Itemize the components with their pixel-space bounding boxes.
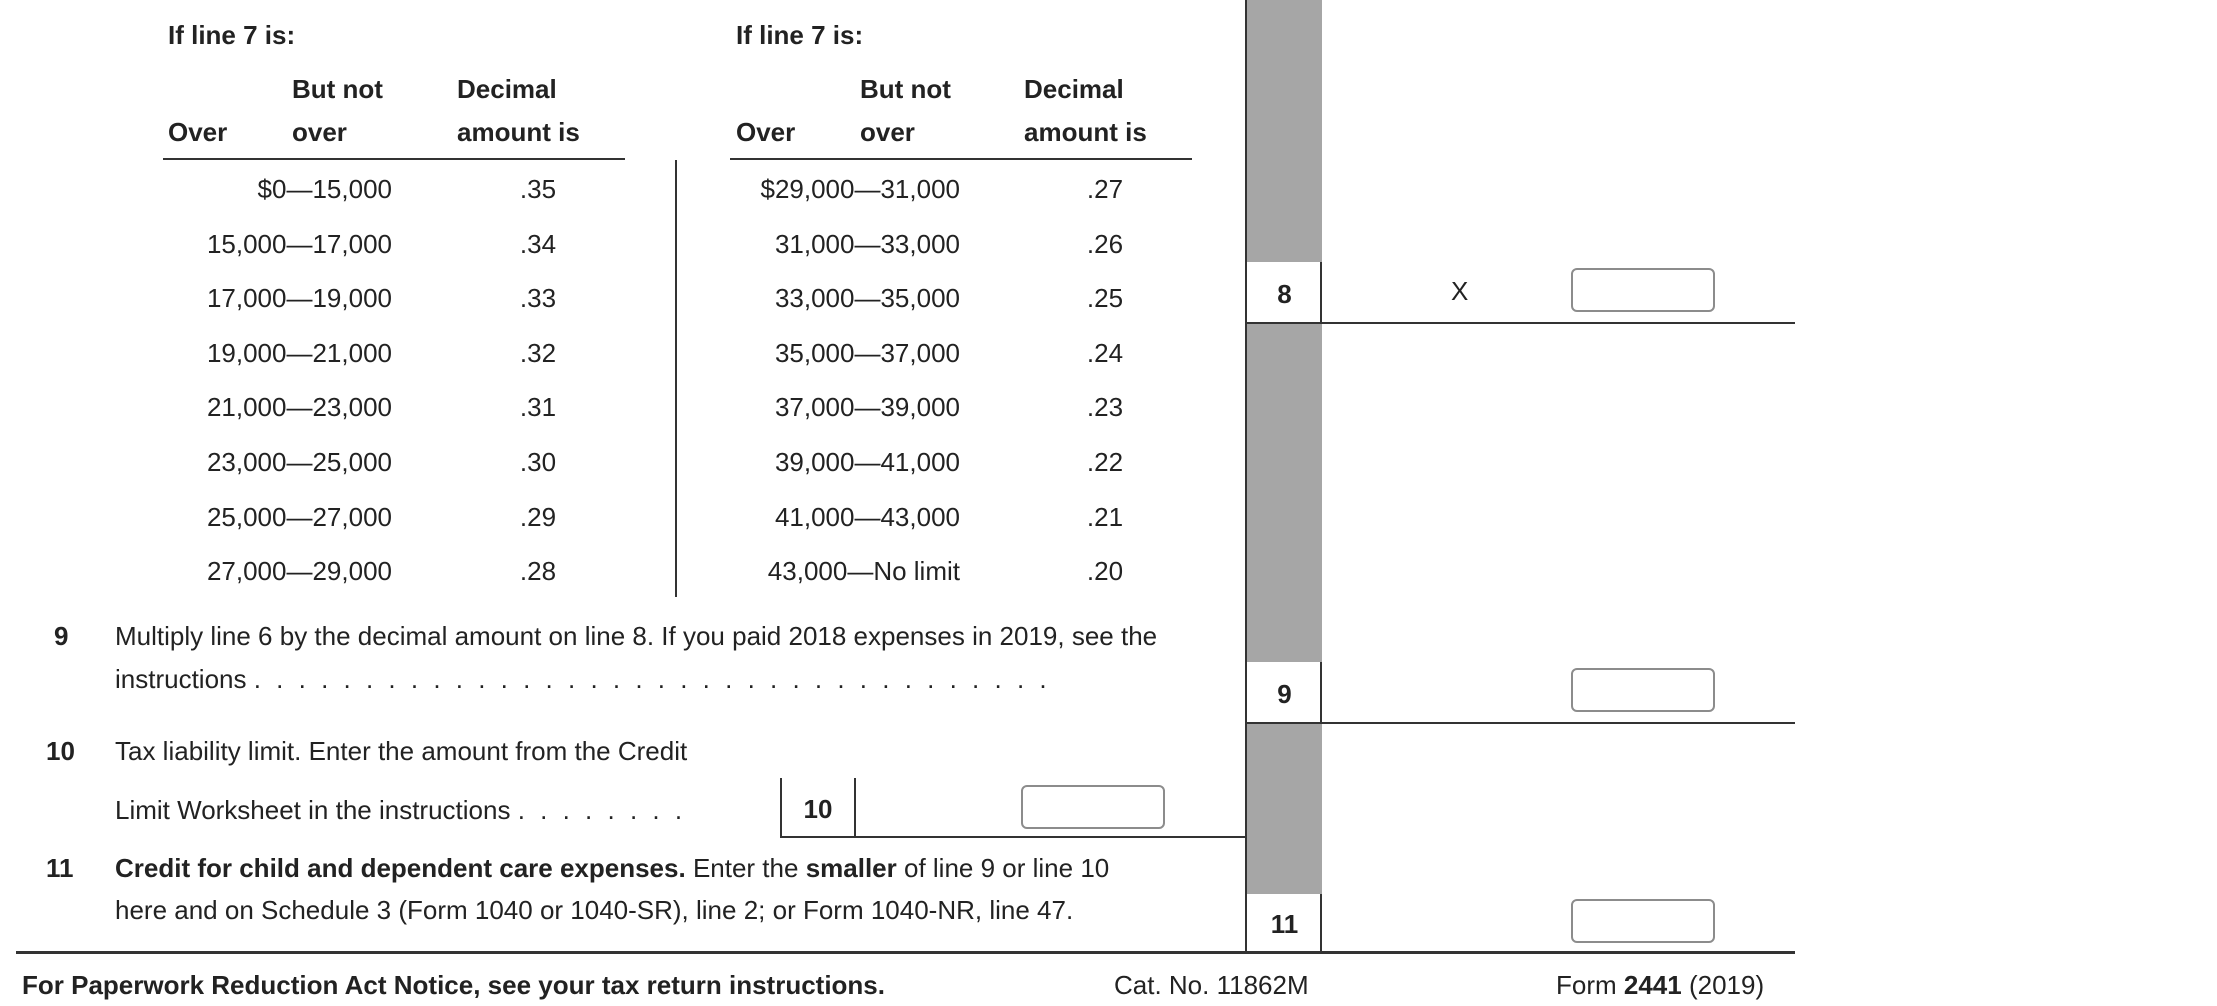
left-header-rule — [163, 158, 625, 160]
line9-leader-dots: . . . . . . . . . . . . . . . . . . . . . . . . . . . . . . . . . . . . — [253, 664, 1051, 694]
right-table-heading: If line 7 is: — [736, 20, 864, 50]
shaded-gutter-mid — [1247, 324, 1322, 662]
line8-rule — [1247, 322, 1795, 324]
line11-label: 11 — [46, 853, 74, 883]
gutter-left-rule — [1245, 0, 1247, 952]
right-row-range: $29,000—31,000 — [760, 174, 960, 204]
right-col-decimal: Decimal — [1024, 74, 1124, 104]
footer-rule — [16, 951, 1795, 954]
line8-number: 8 — [1277, 279, 1292, 309]
right-row-range: 35,000—37,000 — [774, 337, 960, 368]
left-row-range: 15,000—17,000 — [206, 228, 392, 259]
line10-box-right-rule — [854, 778, 856, 838]
left-row-decimal: .31 — [519, 392, 557, 423]
right-row-decimal: .21 — [1086, 501, 1124, 532]
line9-instructions: instructions — [115, 664, 247, 694]
right-row-decimal: .22 — [1086, 447, 1124, 477]
line10-entry-field[interactable] — [1021, 785, 1165, 829]
left-row-range: 25,000—27,000 — [206, 501, 392, 532]
right-row-decimal: .27 — [1086, 174, 1124, 204]
left-row-decimal: .33 — [519, 283, 557, 314]
line9-label: 9 — [54, 621, 69, 651]
right-col-decimal-2: amount is — [1024, 117, 1147, 147]
left-row-range: 17,000—19,000 — [206, 283, 392, 314]
line9-entry-field[interactable] — [1571, 668, 1715, 712]
line10-leader-dots: . . . . . . . . — [517, 795, 687, 825]
line11-text-2: here and on Schedule 3 (Form 1040 or 1040-SR), line 2; or Form 1040-NR, line 47. — [115, 895, 1074, 925]
right-row-decimal: .25 — [1086, 283, 1124, 314]
right-row-decimal: .23 — [1086, 392, 1124, 423]
footer-form-year: (2019) — [1681, 970, 1765, 1000]
left-row-decimal: .30 — [519, 447, 557, 477]
line10-number: 10 — [803, 794, 833, 824]
left-row-decimal: .34 — [519, 228, 557, 259]
right-col-butnot-2: over — [860, 117, 915, 147]
left-row-decimal: .28 — [519, 556, 557, 587]
left-table-heading: If line 7 is: — [168, 20, 296, 50]
line10-worksheet-text: Limit Worksheet in the instructions — [115, 795, 511, 825]
line9-text-2 — [115, 666, 1051, 692]
line9-text: Multiply line 6 by the decimal amount on line 8. If you paid 2018 expenses in 2019, see the — [115, 621, 1158, 651]
line10-rule — [782, 836, 1247, 838]
left-row-range: 21,000—23,000 — [206, 392, 392, 423]
left-col-decimal-2: amount is — [457, 117, 580, 147]
left-row-decimal: .35 — [519, 174, 557, 204]
line10-text: Tax liability limit. Enter the amount from the Credit — [115, 736, 688, 766]
right-row-decimal: .20 — [1086, 556, 1124, 587]
line11-number: 11 — [1270, 909, 1299, 939]
left-row-decimal: .32 — [519, 337, 557, 368]
line11-bold-lead: Credit for child and dependent care expenses. — [115, 853, 686, 883]
right-row-range: 39,000—41,000 — [774, 447, 960, 477]
right-row-range: 33,000—35,000 — [774, 283, 960, 314]
shaded-gutter-top — [1247, 0, 1322, 262]
right-row-range: 37,000—39,000 — [774, 392, 960, 423]
line11-text-b: of line 9 or line 10 — [896, 853, 1110, 883]
right-row-decimal: .26 — [1086, 228, 1124, 259]
table-center-divider — [675, 160, 677, 597]
left-col-butnot: But not — [292, 74, 383, 104]
line11-smaller: smaller — [805, 853, 897, 883]
right-col-butnot: But not — [860, 74, 951, 104]
line11-text — [115, 855, 1109, 881]
right-header-rule — [730, 158, 1192, 160]
left-col-decimal: Decimal — [457, 74, 557, 104]
right-row-decimal: .24 — [1086, 337, 1124, 368]
right-row-range: 41,000—43,000 — [774, 501, 960, 532]
left-row-decimal: .29 — [519, 501, 557, 532]
footer-form-number: 2441 — [1623, 970, 1682, 1000]
line8-multiply-sign: X — [1451, 276, 1469, 306]
shaded-gutter-low — [1247, 724, 1322, 894]
line11-text-a: Enter the — [685, 853, 806, 883]
line8-entry-field[interactable] — [1571, 268, 1715, 312]
left-row-range: 19,000—21,000 — [206, 337, 392, 368]
footer-form-word: Form — [1556, 970, 1624, 1000]
left-row-range: 23,000—25,000 — [206, 447, 392, 477]
footer-notice: For Paperwork Reduction Act Notice, see your tax return instructions. — [22, 970, 885, 1000]
right-row-range: 31,000—33,000 — [774, 228, 960, 259]
line9-rule — [1247, 722, 1795, 724]
line10-text-2 — [115, 797, 686, 823]
right-row-range: 43,000—No limit — [767, 556, 960, 587]
line11-entry-field[interactable] — [1571, 899, 1715, 943]
left-col-over: Over — [168, 117, 228, 147]
left-col-butnot-2: over — [292, 117, 347, 147]
left-row-range: 27,000—29,000 — [206, 556, 392, 587]
right-col-over: Over — [736, 117, 796, 147]
left-row-range: $0—15,000 — [257, 174, 392, 204]
line9-number: 9 — [1277, 679, 1292, 709]
footer-form-id — [1556, 972, 1764, 998]
line10-label: 10 — [46, 736, 75, 766]
footer-cat-number: Cat. No. 11862M — [1114, 970, 1309, 1000]
